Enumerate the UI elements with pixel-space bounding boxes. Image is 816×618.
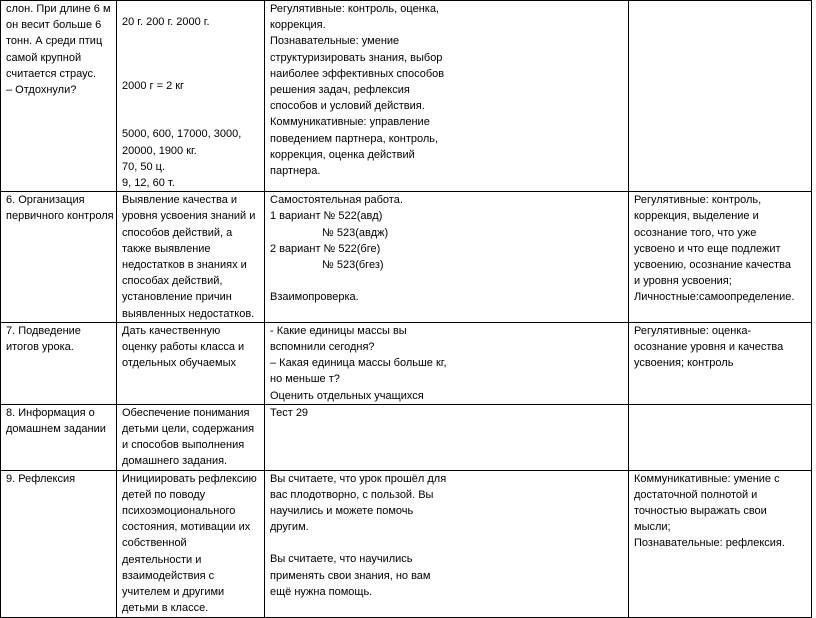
- stage-cell: 7. Подведение итогов урока.: [1, 322, 117, 404]
- activity-cell: Самостоятельная работа. 1 вариант № 522(авд) № 523(авдж) 2 вариант № 522(бге) № 523(бгез) Взаимопроверка.: [265, 192, 629, 323]
- task-cell: Обеспечение понимания детьми цели, содержания и способов выполнения домашнего задания.: [117, 404, 265, 470]
- table-row: [1, 322, 812, 404]
- activity-cell: Вы считаете, что урок прошёл для вас плодотворно, с пользой. Вы научились и можете помочь другим. Вы считаете, что научились применять свои знания, но вам ещё нужна помощь.: [265, 470, 629, 617]
- stage-cell: 8. Информация о домашнем задании: [1, 404, 117, 470]
- task-cell: Выявление качества и уровня усвоения знаний и способов действий, а также выявление недостатков в знаниях и способах действий, установление причин выявленных недостатков.: [117, 192, 265, 323]
- table-row: [1, 470, 812, 617]
- task-cell: Инициировать рефлексию детей по поводу психоэмоционального состояния, мотивации их собственной деятельности и взаимодействия с учителем и другими детьми в классе.: [117, 470, 265, 617]
- table-row: [1, 192, 812, 323]
- result-cell: Коммуникативные: умение с достаточной полнотой и точностью выражать свои мысли; Познавательные: рефлексия.: [629, 470, 812, 617]
- stage-cell: 6. Организация первичного контроля: [1, 192, 117, 323]
- stage-cell: 9. Рефлексия: [1, 470, 117, 617]
- task-cell: 20 г. 200 г. 2000 г. 2000 г = 2 кг 5000, 600, 17000, 3000, 20000, 1900 кг. 70, 50 ц. 9, 12, 60 т.: [117, 1, 265, 192]
- table-row: [1, 404, 812, 470]
- result-cell: Регулятивные: контроль, коррекция, выделение и осознание того, что уже усвоено и что еще подлежит усвоению, осознание качества и уровня усвоения; Личностные:самоопределение.: [629, 192, 812, 323]
- result-cell: [629, 1, 812, 192]
- result-cell: [629, 404, 812, 470]
- activity-cell: Регулятивные: контроль, оценка, коррекция. Познавательные: умение структуризировать знания, выбор наиболее эффективных способов решения задач, рефлексия способов и условий действия. Коммуникативные: управление поведением партнера, контроль, коррекция, оценка действий партнера.: [265, 1, 629, 192]
- activity-cell: Тест 29: [265, 404, 629, 470]
- result-cell: Регулятивные: оценка- осознание уровня и качества усвоения; контроль: [629, 322, 812, 404]
- activity-cell: - Какие единицы массы вы вспомнили сегодня? – Какая единица массы больше кг, но меньше т? Оценить отдельных учащихся: [265, 322, 629, 404]
- stage-cell: слон. При длине 6 м он весит больше 6 тонн. А среди птиц самой крупной считается страус. – Отдохнули?: [1, 1, 117, 192]
- task-cell: Дать качественную оценку работы класса и отдельных обучаемых: [117, 322, 265, 404]
- table-row: [1, 1, 812, 192]
